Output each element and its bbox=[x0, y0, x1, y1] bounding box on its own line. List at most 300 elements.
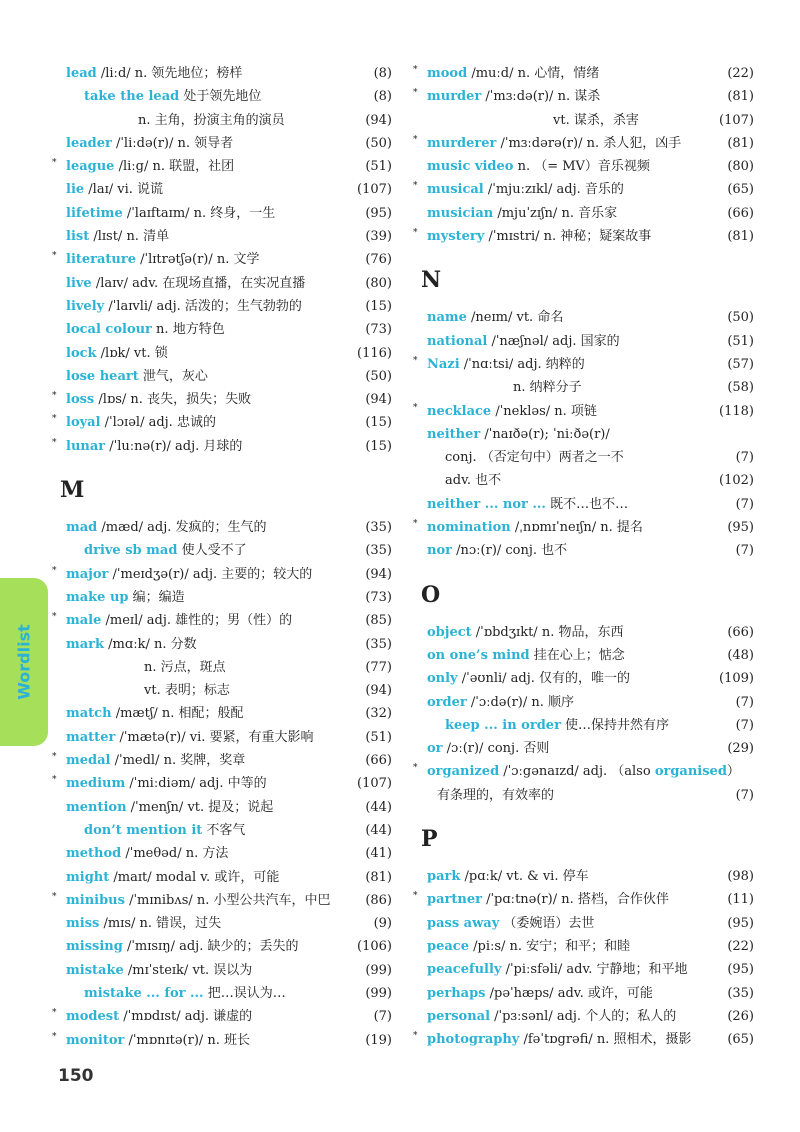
word-entry bbox=[419, 982, 754, 1005]
word-entry bbox=[52, 609, 392, 632]
word-entry bbox=[419, 865, 754, 888]
page-number: 150 bbox=[58, 1066, 94, 1086]
page-reference: (98) bbox=[727, 869, 754, 885]
definition: /ˈmjuːzɪkl/ adj. 音乐的 bbox=[483, 182, 624, 198]
page-reference: (102) bbox=[719, 473, 754, 489]
page-reference: (99) bbox=[365, 985, 392, 1001]
definition: n. 主角，扮演主角的演员 bbox=[138, 112, 285, 128]
word-entry bbox=[58, 935, 392, 958]
star-marker-icon: * bbox=[413, 181, 418, 192]
headword: perhaps bbox=[427, 985, 486, 1001]
definition: /ˈmɜːdə(r)/ n. 谋杀 bbox=[481, 89, 601, 105]
page-reference: (22) bbox=[727, 66, 754, 81]
word-entry bbox=[419, 376, 754, 399]
definition: /maɪt/ modal v. 或许，可能 bbox=[109, 869, 280, 885]
headword: mark bbox=[66, 636, 105, 652]
definition: /ˈlɪtrətʃə(r)/ n. 文学 bbox=[136, 252, 260, 268]
word-entry bbox=[413, 85, 754, 108]
star-marker-icon: * bbox=[413, 65, 418, 75]
headword: musical bbox=[427, 182, 484, 198]
page-reference: (118) bbox=[719, 403, 754, 419]
word-entry bbox=[413, 62, 754, 85]
definition: /neɪm/ vt. 命名 bbox=[466, 310, 564, 326]
headword: peacefully bbox=[427, 962, 502, 978]
definition: /ɔː(r)/ conj. 否则 bbox=[442, 741, 550, 757]
page-reference: (15) bbox=[365, 298, 392, 314]
page-reference: (8) bbox=[373, 66, 392, 81]
page-reference: (7) bbox=[735, 543, 754, 559]
headword: method bbox=[66, 846, 122, 862]
headword: match bbox=[66, 706, 112, 722]
definition: /ˈnɑːtsi/ adj. 纳粹的 bbox=[459, 356, 585, 372]
headword: lifetime bbox=[66, 205, 123, 221]
headword: league bbox=[66, 159, 115, 175]
definition: /mjuˈzɪʃn/ n. 音乐家 bbox=[493, 205, 618, 221]
definition: n. 地方特色 bbox=[151, 322, 225, 338]
word-entry bbox=[413, 1028, 754, 1051]
definition: 有条理的，有效率的 bbox=[437, 787, 555, 803]
word-entry bbox=[58, 959, 392, 982]
word-entry bbox=[52, 749, 392, 772]
definition: /pəˈhæps/ adv. 或许，可能 bbox=[485, 985, 653, 1001]
page-reference: (106) bbox=[357, 939, 392, 955]
definition: /ˌnɒmɪˈneɪʃn/ n. 提名 bbox=[510, 520, 643, 536]
word-entry bbox=[419, 784, 754, 807]
page-reference: (50) bbox=[727, 310, 754, 326]
right-column bbox=[413, 62, 754, 1051]
headword: medium bbox=[66, 776, 126, 792]
page-reference: (65) bbox=[727, 182, 754, 198]
word-entry bbox=[58, 912, 392, 935]
headword: take the lead bbox=[84, 89, 180, 105]
word-entry bbox=[419, 306, 754, 329]
star-marker-icon: * bbox=[413, 228, 418, 239]
word-entry bbox=[413, 400, 754, 423]
word-entry bbox=[58, 85, 392, 108]
headword: music video bbox=[427, 159, 514, 175]
definition: /ˈmeɪdʒə(r)/ adj. 主要的；较大的 bbox=[108, 566, 313, 582]
definition: 处于领先地位 bbox=[179, 89, 262, 105]
definition: vt. 表明；标志 bbox=[144, 683, 230, 699]
headword: mystery bbox=[427, 229, 485, 245]
definition: /ˈmɒnɪtə(r)/ n. 班长 bbox=[124, 1032, 251, 1048]
headword: mistake ... for ... bbox=[84, 985, 204, 1001]
headword: lie bbox=[66, 182, 85, 198]
definition: /ˈmɪstri/ n. 神秘；疑案故事 bbox=[484, 229, 652, 245]
headword: partner bbox=[427, 892, 482, 908]
page-reference: (94) bbox=[365, 566, 392, 582]
word-entry bbox=[52, 435, 392, 458]
word-entry bbox=[413, 132, 754, 155]
headword: neither bbox=[427, 426, 481, 442]
definition: adv. 也不 bbox=[445, 473, 502, 489]
page-reference: (51) bbox=[365, 159, 392, 175]
definition: /lɒs/ n. 丧失，损失；失败 bbox=[94, 392, 252, 408]
headword: or bbox=[427, 741, 443, 757]
definition: 编；编造 bbox=[128, 589, 185, 605]
word-entry bbox=[52, 563, 392, 586]
side-tab-label: Wordlist bbox=[14, 624, 34, 700]
headword: literature bbox=[66, 252, 137, 268]
definition: /ˈpɑːtnə(r)/ n. 搭档，合作伙伴 bbox=[481, 892, 669, 908]
word-entry bbox=[419, 109, 754, 132]
word-entry bbox=[419, 958, 754, 981]
word-entry bbox=[58, 656, 392, 679]
headword: mood bbox=[427, 66, 468, 81]
left-column bbox=[52, 62, 392, 1052]
star-marker-icon: * bbox=[52, 612, 57, 623]
section-letter: P bbox=[421, 826, 438, 853]
star-marker-icon: * bbox=[52, 1031, 57, 1042]
word-entry bbox=[413, 225, 754, 248]
page-reference: (86) bbox=[365, 892, 392, 908]
word-entry bbox=[419, 714, 754, 737]
definition: /ˈlaɪftaɪm/ n. 终身，一生 bbox=[122, 205, 276, 221]
word-entry bbox=[419, 539, 754, 562]
definition: /ˈpɜːsənl/ adj. 个人的；私人的 bbox=[490, 1008, 677, 1024]
headword: lunar bbox=[66, 438, 106, 454]
page-reference: (77) bbox=[365, 659, 392, 675]
page-reference: (81) bbox=[365, 869, 392, 885]
headword: drive sb mad bbox=[84, 543, 178, 559]
page-reference: (95) bbox=[727, 520, 754, 536]
headword: peace bbox=[427, 938, 469, 954]
definition: /ˈlɔɪəl/ adj. 忠诚的 bbox=[100, 415, 216, 431]
page-reference: (50) bbox=[365, 368, 392, 384]
page-reference: (7) bbox=[735, 450, 754, 466]
definition: /ˈpiːsfəli/ adv. 宁静地；和平地 bbox=[501, 962, 688, 978]
definition: /laɪ/ vi. 说谎 bbox=[84, 182, 164, 198]
headword: local colour bbox=[66, 322, 152, 338]
page-reference: (76) bbox=[365, 252, 392, 268]
definition: /meɪl/ adj. 雄性的；男（性）的 bbox=[101, 613, 293, 629]
star-marker-icon: * bbox=[413, 519, 418, 530]
word-entry bbox=[58, 516, 392, 539]
word-entry bbox=[58, 202, 392, 225]
word-entry bbox=[58, 178, 392, 201]
definition: n. 污点，斑点 bbox=[144, 659, 226, 675]
headword: organized bbox=[427, 764, 500, 780]
word-entry bbox=[419, 737, 754, 760]
word-entry bbox=[419, 667, 754, 690]
page-reference: (81) bbox=[727, 89, 754, 105]
word-entry bbox=[419, 446, 754, 469]
definition: /ˈmɪsɪŋ/ adj. 缺少的；丢失的 bbox=[122, 939, 299, 955]
word-entry bbox=[419, 621, 754, 644]
word-entry bbox=[58, 702, 392, 725]
page-reference: (48) bbox=[727, 647, 754, 663]
definition: /piːs/ n. 安宁；和平；和睦 bbox=[468, 938, 631, 954]
definition: 使人受不了 bbox=[177, 543, 247, 559]
definition: /mɪs/ n. 错误，过失 bbox=[99, 916, 222, 932]
headword: pass away bbox=[427, 915, 500, 931]
page-reference: (7) bbox=[735, 717, 754, 733]
definition: /ˈliːdə(r)/ n. 领导者 bbox=[111, 135, 234, 151]
definition: /ˈəʊnli/ adj. 仅有的，唯一的 bbox=[457, 671, 631, 687]
page-reference: (51) bbox=[727, 333, 754, 349]
star-marker-icon: * bbox=[413, 891, 418, 902]
headword: park bbox=[427, 869, 461, 885]
word-entry bbox=[58, 62, 392, 85]
definition: n. （= MV）音乐视频 bbox=[513, 159, 650, 175]
headword: nomination bbox=[427, 520, 511, 536]
headword: monitor bbox=[66, 1032, 125, 1048]
definition: /ˈɔːgənaɪzd/ adj. （also bbox=[499, 764, 655, 780]
headword: loss bbox=[66, 392, 95, 408]
definition: /lɪst/ n. 清单 bbox=[89, 229, 170, 245]
page-reference: (65) bbox=[727, 1032, 754, 1048]
word-entry bbox=[58, 982, 392, 1005]
page-reference: (39) bbox=[365, 229, 392, 245]
word-entry bbox=[58, 132, 392, 155]
definition: /ˈnaɪðə(r); ˈniːðə(r)/ bbox=[480, 426, 610, 442]
word-entry bbox=[52, 411, 392, 434]
star-marker-icon: * bbox=[52, 775, 57, 786]
word-entry bbox=[52, 772, 392, 795]
definition: 把…误认为… bbox=[203, 985, 286, 1001]
page-reference: (41) bbox=[365, 846, 392, 862]
headword: mistake bbox=[66, 962, 124, 978]
page-reference: (85) bbox=[365, 613, 392, 629]
headword: keep ... in order bbox=[445, 717, 561, 733]
word-entry bbox=[419, 423, 754, 446]
headword: missing bbox=[66, 939, 123, 955]
page-reference: (66) bbox=[727, 205, 754, 221]
page-reference: (99) bbox=[365, 962, 392, 978]
word-entry bbox=[58, 365, 392, 388]
headword: loyal bbox=[66, 415, 101, 431]
headword: musician bbox=[427, 205, 494, 221]
page-reference: (94) bbox=[365, 112, 392, 128]
page-reference: (7) bbox=[735, 496, 754, 512]
word-entry bbox=[413, 178, 754, 201]
star-marker-icon: * bbox=[52, 414, 57, 425]
page-reference: (50) bbox=[365, 135, 392, 151]
definition: /ˈmenʃn/ vt. 提及；说起 bbox=[126, 799, 274, 815]
headword: don’t mention it bbox=[84, 822, 203, 838]
page-reference: (29) bbox=[727, 741, 754, 757]
star-marker-icon: * bbox=[52, 891, 57, 902]
page-reference: (73) bbox=[365, 322, 392, 338]
definition: /ˈnekləs/ n. 项链 bbox=[491, 403, 597, 419]
headword: Nazi bbox=[427, 356, 460, 372]
page-reference: (35) bbox=[365, 543, 392, 559]
word-entry bbox=[419, 493, 754, 516]
headword: lose heart bbox=[66, 368, 139, 384]
star-marker-icon: * bbox=[52, 251, 57, 262]
word-entry bbox=[52, 1029, 392, 1052]
word-entry bbox=[58, 842, 392, 865]
page-reference: (94) bbox=[365, 392, 392, 408]
definition: /pɑːk/ vt. & vi. 停车 bbox=[460, 869, 589, 885]
headword: only bbox=[427, 671, 458, 687]
page-reference: (81) bbox=[727, 135, 754, 151]
definition: /ˈɔːdə(r)/ n. 顺序 bbox=[466, 694, 575, 710]
word-entry bbox=[419, 469, 754, 492]
headword: mad bbox=[66, 520, 98, 536]
page-reference: (9) bbox=[373, 916, 392, 932]
word-entry bbox=[413, 516, 754, 539]
page-reference: (19) bbox=[365, 1032, 392, 1048]
definition: vt. 谋杀，杀害 bbox=[553, 112, 639, 128]
definition: /ˈmætə(r)/ vi. 要紧，有重大影响 bbox=[115, 729, 314, 745]
page-reference: (7) bbox=[373, 1009, 392, 1025]
headword: medal bbox=[66, 753, 111, 769]
headword: list bbox=[66, 229, 90, 245]
star-marker-icon: * bbox=[413, 355, 418, 366]
definition: /ˈnæʃnəl/ adj. 国家的 bbox=[487, 333, 620, 349]
page-reference: (94) bbox=[365, 683, 392, 699]
word-entry bbox=[58, 866, 392, 889]
page-reference: (80) bbox=[365, 275, 392, 291]
section-letter: O bbox=[421, 581, 441, 608]
page-reference: (95) bbox=[365, 205, 392, 221]
star-marker-icon: * bbox=[52, 1008, 57, 1019]
word-entry bbox=[419, 691, 754, 714]
page-reference: (11) bbox=[727, 892, 754, 908]
headword: necklace bbox=[427, 403, 492, 419]
word-entry bbox=[52, 155, 392, 178]
headword: on one’s mind bbox=[427, 647, 530, 663]
page-reference: (57) bbox=[727, 356, 754, 372]
page-reference: (35) bbox=[365, 520, 392, 536]
definition: /nɔː(r)/ conj. 也不 bbox=[451, 543, 568, 559]
star-marker-icon: * bbox=[52, 565, 57, 576]
page-reference: (81) bbox=[727, 229, 754, 245]
word-entry bbox=[419, 155, 754, 178]
star-marker-icon: * bbox=[413, 763, 418, 774]
page-reference: (35) bbox=[727, 985, 754, 1001]
headword: minibus bbox=[66, 892, 125, 908]
word-entry bbox=[413, 353, 754, 376]
headword: photography bbox=[427, 1032, 520, 1048]
definition: /mætʃ/ n. 相配；般配 bbox=[111, 706, 244, 722]
section-letter: M bbox=[60, 477, 85, 504]
page-reference: (107) bbox=[357, 776, 392, 792]
headword: murderer bbox=[427, 135, 497, 151]
page-reference: (51) bbox=[365, 729, 392, 745]
page-reference: (8) bbox=[373, 89, 392, 105]
definition-suffix: ） bbox=[726, 764, 740, 780]
page-reference: (116) bbox=[357, 345, 392, 361]
headword: lead bbox=[66, 66, 97, 81]
definition: /ˈɒbdʒɪkt/ n. 物品，东西 bbox=[471, 624, 624, 640]
word-entry bbox=[58, 539, 392, 562]
definition: /ˈlaɪvli/ adj. 活泼的；生气勃勃的 bbox=[104, 298, 302, 314]
headword: matter bbox=[66, 729, 116, 745]
star-marker-icon: * bbox=[52, 752, 57, 763]
definition: /mɪˈsteɪk/ vt. 误以为 bbox=[123, 962, 253, 978]
definition: /ˈmɒdɪst/ adj. 谦虚的 bbox=[119, 1009, 253, 1025]
definition: 泄气，灰心 bbox=[138, 368, 208, 384]
word-entry bbox=[58, 342, 392, 365]
page-reference: (26) bbox=[727, 1008, 754, 1024]
word-entry bbox=[58, 633, 392, 656]
definition: /mɑːk/ n. 分数 bbox=[104, 636, 197, 652]
star-marker-icon: * bbox=[52, 437, 57, 448]
definition: /liːg/ n. 联盟，社团 bbox=[114, 159, 235, 175]
word-entry bbox=[58, 225, 392, 248]
definition: /ˈmɜːdərə(r)/ n. 杀人犯，凶手 bbox=[496, 135, 682, 151]
section-letter: N bbox=[421, 267, 442, 294]
headword: major bbox=[66, 566, 109, 582]
definition: 既不…也不… bbox=[545, 496, 629, 512]
definition: /liːd/ n. 领先地位；榜样 bbox=[96, 66, 243, 81]
word-entry bbox=[52, 1005, 392, 1028]
page-reference: (95) bbox=[727, 962, 754, 978]
page-reference: (15) bbox=[365, 438, 392, 454]
definition: conj. （否定句中）两者之一不 bbox=[445, 450, 624, 466]
page-reference: (7) bbox=[735, 787, 754, 803]
definition: /ˈluːnə(r)/ adj. 月球的 bbox=[105, 438, 243, 454]
page-reference: (7) bbox=[735, 694, 754, 710]
star-marker-icon: * bbox=[413, 134, 418, 145]
page-reference: (22) bbox=[727, 938, 754, 954]
word-entry bbox=[413, 760, 754, 783]
word-entry bbox=[413, 888, 754, 911]
headword: lock bbox=[66, 345, 97, 361]
star-marker-icon: * bbox=[52, 391, 57, 402]
definition: /ˈmeθəd/ n. 方法 bbox=[121, 846, 229, 862]
page-reference: (35) bbox=[365, 636, 392, 652]
headword: national bbox=[427, 333, 488, 349]
page-reference: (73) bbox=[365, 589, 392, 605]
headword: modest bbox=[66, 1009, 120, 1025]
word-entry bbox=[52, 388, 392, 411]
page-reference: (15) bbox=[365, 415, 392, 431]
word-entry bbox=[58, 796, 392, 819]
word-entry bbox=[419, 1005, 754, 1028]
word-entry bbox=[58, 586, 392, 609]
headword: male bbox=[66, 613, 102, 629]
headword-variant: organised bbox=[654, 764, 727, 780]
star-marker-icon: * bbox=[413, 1031, 418, 1042]
word-entry bbox=[58, 318, 392, 341]
page-reference: (66) bbox=[365, 753, 392, 769]
definition: /mæd/ adj. 发疯的；生气的 bbox=[97, 520, 267, 536]
word-entry bbox=[58, 272, 392, 295]
headword: personal bbox=[427, 1008, 491, 1024]
definition: /muːd/ n. 心情，情绪 bbox=[467, 66, 600, 81]
definition: 不客气 bbox=[202, 822, 246, 838]
page-reference: (107) bbox=[719, 112, 754, 128]
definition: n. 纳粹分子 bbox=[513, 380, 582, 396]
headword: neither ... nor ... bbox=[427, 496, 546, 512]
headword: name bbox=[427, 310, 467, 326]
word-entry bbox=[419, 912, 754, 935]
word-entry bbox=[58, 295, 392, 318]
page-reference: (80) bbox=[727, 159, 754, 175]
definition: 使…保持井然有序 bbox=[560, 717, 670, 733]
page-reference: (44) bbox=[365, 822, 392, 838]
headword: mention bbox=[66, 799, 127, 815]
page-reference: (32) bbox=[365, 706, 392, 722]
word-entry bbox=[52, 248, 392, 271]
headword: miss bbox=[66, 916, 100, 932]
definition: /laɪv/ adv. 在现场直播，在实况直播 bbox=[91, 275, 306, 291]
star-marker-icon: * bbox=[413, 88, 418, 99]
definition: /ˈmɪnibʌs/ n. 小型公共汽车，中巴 bbox=[124, 892, 331, 908]
star-marker-icon: * bbox=[413, 402, 418, 413]
headword: murder bbox=[427, 89, 482, 105]
word-entry bbox=[419, 202, 754, 225]
word-entry bbox=[52, 889, 392, 912]
headword: object bbox=[427, 624, 472, 640]
word-entry bbox=[58, 819, 392, 842]
definition: /fəˈtɒgrəfi/ n. 照相术，摄影 bbox=[519, 1032, 692, 1048]
headword: live bbox=[66, 275, 92, 291]
page-reference: (66) bbox=[727, 624, 754, 640]
